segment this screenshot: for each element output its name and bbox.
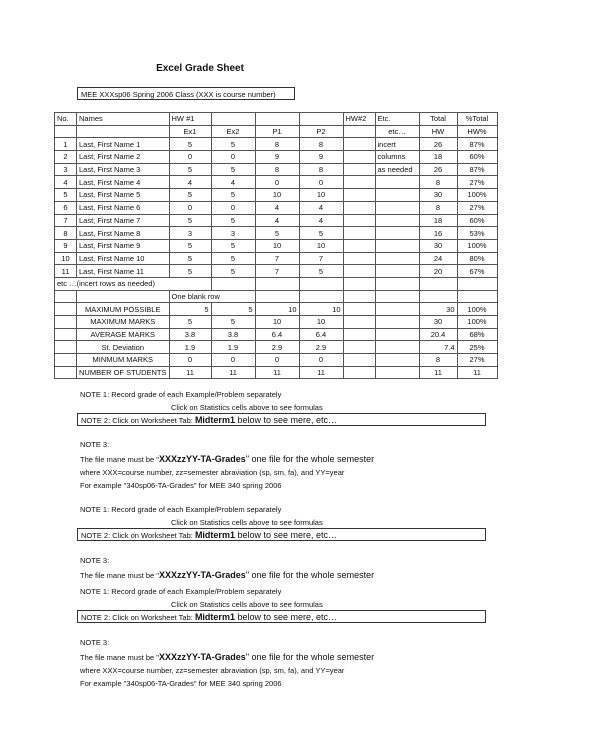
blank-row-label[interactable]: One blank row <box>169 290 255 303</box>
note1-line1-repeat2: NOTE 1: Record grade of each Example/Problem separately <box>80 587 282 596</box>
grade-cell[interactable]: 4 <box>255 214 299 227</box>
grade-cell[interactable]: 5 <box>211 163 255 176</box>
empty-cell[interactable] <box>55 366 77 379</box>
grade-cell[interactable]: 0 <box>211 151 255 164</box>
note3-heading-repeat2: NOTE 3: <box>80 638 110 647</box>
stat-cell[interactable]: 0 <box>211 354 255 367</box>
grade-cell[interactable]: 67% <box>457 265 497 278</box>
stat-cell[interactable]: 100% <box>457 303 497 316</box>
note2-tab-name: Midterm1 <box>194 530 235 540</box>
grade-cell[interactable]: as needed <box>375 163 419 176</box>
note1-line1-repeat: NOTE 1: Record grade of each Example/Problem separately <box>80 505 282 514</box>
grade-cell[interactable]: 5 <box>211 239 255 252</box>
grade-cell[interactable] <box>375 227 419 240</box>
grade-cell[interactable]: 8 <box>419 201 457 214</box>
grade-cell[interactable]: 20 <box>419 265 457 278</box>
empty-cell[interactable] <box>55 290 77 303</box>
student-row <box>55 138 498 151</box>
note2-suffix: below to see mere, etc… <box>234 530 337 540</box>
empty-cell[interactable] <box>77 290 170 303</box>
note3-filename-repeat2 <box>80 652 374 663</box>
note3-where-repeat: where XXX=course number, zz=semester abraviation (sp, sm, fa), and YY=year <box>80 666 345 675</box>
header-cell[interactable]: Total <box>419 113 457 126</box>
empty-cell[interactable] <box>255 290 299 303</box>
grade-cell[interactable]: Last, First Name 5 <box>77 189 170 202</box>
note1-line2-repeat2: Click on Statistics cells above to see formulas <box>171 600 323 609</box>
stat-cell[interactable]: 20.4 <box>419 328 457 341</box>
grade-cell[interactable]: 11 <box>55 265 77 278</box>
note3-prefix: The file mane must be " <box>80 653 159 662</box>
header-row-2 <box>55 125 498 138</box>
student-row <box>55 239 498 252</box>
grade-cell[interactable]: Last, First Name 2 <box>77 151 170 164</box>
stat-label[interactable]: MINMUM MARKS <box>77 354 170 367</box>
grade-cell[interactable]: 4 <box>299 214 343 227</box>
stat-cell[interactable] <box>343 366 375 379</box>
grade-cell[interactable]: 4 <box>255 201 299 214</box>
grade-cell[interactable]: 5 <box>211 138 255 151</box>
grade-cell[interactable]: 10 <box>299 239 343 252</box>
subheader-cell[interactable]: Ex1 <box>169 125 211 138</box>
note3-filename-bold: XXXzzYY-TA-Grades <box>158 570 246 580</box>
grade-cell[interactable]: 3 <box>55 163 77 176</box>
subheader-cell[interactable]: HW <box>419 125 457 138</box>
note3-suffix: " one file for the whole semester <box>245 652 375 662</box>
grade-cell[interactable]: 7 <box>299 252 343 265</box>
note3-filename-repeat <box>80 570 374 581</box>
stat-cell[interactable] <box>375 316 419 329</box>
grade-cell[interactable]: Last, First Name 4 <box>77 176 170 189</box>
grade-cell[interactable] <box>375 265 419 278</box>
student-row <box>55 151 498 164</box>
grade-cell[interactable]: Last, First Name 11 <box>77 265 170 278</box>
empty-cell[interactable] <box>343 290 375 303</box>
grade-cell[interactable]: Last, First Name 3 <box>77 163 170 176</box>
note3-filename-bold: XXXzzYY-TA-Grades <box>158 454 246 464</box>
stats-row <box>55 341 498 354</box>
grade-cell[interactable]: 18 <box>419 214 457 227</box>
grade-cell[interactable]: Last, First Name 8 <box>77 227 170 240</box>
grade-cell[interactable]: 60% <box>457 151 497 164</box>
grade-cell[interactable]: 80% <box>457 252 497 265</box>
header-cell[interactable]: HW #1 <box>169 113 211 126</box>
grade-cell[interactable]: 0 <box>211 201 255 214</box>
empty-cell[interactable] <box>55 328 77 341</box>
empty-cell[interactable] <box>375 290 419 303</box>
grade-cell[interactable]: 53% <box>457 227 497 240</box>
grade-cell[interactable]: 7 <box>255 265 299 278</box>
stat-cell[interactable]: 6.4 <box>255 328 299 341</box>
grade-cell[interactable]: 5 <box>211 252 255 265</box>
note2-suffix: below to see mere, etc… <box>234 415 337 425</box>
stat-cell[interactable]: 11 <box>255 366 299 379</box>
grade-cell[interactable]: 5 <box>211 214 255 227</box>
note3-prefix: The file mane must be " <box>80 455 159 464</box>
stat-cell[interactable]: 5 <box>211 303 255 316</box>
grade-cell[interactable]: 2 <box>55 151 77 164</box>
grade-cell[interactable]: 7 <box>55 214 77 227</box>
grade-cell[interactable] <box>375 214 419 227</box>
empty-cell[interactable] <box>457 290 497 303</box>
grade-cell[interactable] <box>375 239 419 252</box>
grade-cell[interactable]: 5 <box>255 227 299 240</box>
sheet-title: Excel Grade Sheet <box>156 63 244 74</box>
grade-cell[interactable]: 27% <box>457 176 497 189</box>
grade-cell[interactable]: 5 <box>169 189 211 202</box>
subheader-cell[interactable]: P1 <box>255 125 299 138</box>
stat-cell[interactable] <box>343 316 375 329</box>
stat-cell[interactable] <box>375 341 419 354</box>
grade-cell[interactable]: 3 <box>169 227 211 240</box>
grade-cell[interactable]: 0 <box>255 176 299 189</box>
empty-cell[interactable] <box>55 354 77 367</box>
grade-cell[interactable]: 10 <box>255 239 299 252</box>
stat-cell[interactable]: 25% <box>457 341 497 354</box>
empty-cell[interactable] <box>55 316 77 329</box>
grade-cell[interactable] <box>343 252 375 265</box>
empty-cell[interactable] <box>55 341 77 354</box>
empty-cell[interactable] <box>211 277 255 290</box>
header-cell[interactable]: No. <box>55 113 77 126</box>
grade-cell[interactable]: 8 <box>55 227 77 240</box>
stat-cell[interactable]: 11 <box>457 366 497 379</box>
grade-cell[interactable]: 100% <box>457 189 497 202</box>
student-row <box>55 252 498 265</box>
grade-cell[interactable]: Last, First Name 6 <box>77 201 170 214</box>
grade-cell[interactable]: incert <box>375 138 419 151</box>
grade-cell[interactable]: 5 <box>169 252 211 265</box>
subheader-cell[interactable] <box>55 125 77 138</box>
grade-cell[interactable]: 0 <box>169 151 211 164</box>
grade-table <box>54 112 498 379</box>
stat-cell[interactable]: 0 <box>299 354 343 367</box>
grade-cell[interactable]: 5 <box>211 265 255 278</box>
grade-cell[interactable] <box>343 214 375 227</box>
stat-cell[interactable] <box>375 303 419 316</box>
grade-cell[interactable] <box>343 138 375 151</box>
etc-row <box>55 277 498 290</box>
stat-cell[interactable]: 1.9 <box>211 341 255 354</box>
grade-cell[interactable]: 0 <box>299 176 343 189</box>
grade-cell[interactable]: 100% <box>457 239 497 252</box>
stats-row <box>55 366 498 379</box>
empty-cell[interactable] <box>299 277 343 290</box>
stat-cell[interactable]: 1.9 <box>169 341 211 354</box>
grade-cell[interactable]: 6 <box>55 201 77 214</box>
header-cell[interactable] <box>211 113 255 126</box>
grade-cell[interactable] <box>343 239 375 252</box>
student-row <box>55 227 498 240</box>
grade-cell[interactable]: 8 <box>255 138 299 151</box>
student-row <box>55 201 498 214</box>
note2-prefix: NOTE 2: Click on Worksheet Tab: <box>81 416 195 425</box>
stat-label[interactable]: MAXIMUM POSSIBLE <box>77 303 170 316</box>
grade-cell[interactable]: 24 <box>419 252 457 265</box>
grade-cell[interactable]: 5 <box>211 189 255 202</box>
student-row <box>55 163 498 176</box>
empty-cell[interactable] <box>299 290 343 303</box>
grade-cell[interactable]: 5 <box>299 227 343 240</box>
stat-cell[interactable]: 100% <box>457 316 497 329</box>
grade-cell[interactable]: Last, First Name 10 <box>77 252 170 265</box>
grade-cell[interactable] <box>375 201 419 214</box>
empty-cell[interactable] <box>419 290 457 303</box>
note2-box[interactable] <box>77 413 486 426</box>
grade-cell[interactable]: 9 <box>299 151 343 164</box>
subheader-cell[interactable] <box>77 125 170 138</box>
grade-cell[interactable] <box>375 176 419 189</box>
stats-row <box>55 328 498 341</box>
stat-cell[interactable]: 8 <box>419 354 457 367</box>
note2-tab-name: Midterm1 <box>194 612 235 622</box>
class-label-cell[interactable]: MEE XXXsp06 Spring 2006 Class (XXX is course number) <box>77 87 295 100</box>
stat-cell[interactable] <box>343 328 375 341</box>
grade-cell[interactable]: 9 <box>55 239 77 252</box>
grade-cell[interactable]: Last, First Name 1 <box>77 138 170 151</box>
grade-cell[interactable]: Last, First Name 9 <box>77 239 170 252</box>
grade-cell[interactable] <box>343 227 375 240</box>
grade-cell[interactable]: 8 <box>255 163 299 176</box>
note2-prefix: NOTE 2: Click on Worksheet Tab: <box>81 613 195 622</box>
grade-cell[interactable] <box>375 252 419 265</box>
empty-cell[interactable] <box>55 303 77 316</box>
grade-cell[interactable]: 4 <box>55 176 77 189</box>
note3-suffix: " one file for the whole semester <box>245 570 375 580</box>
stat-cell[interactable]: 10 <box>255 303 299 316</box>
header-row-1 <box>55 113 498 126</box>
grade-cell[interactable]: 4 <box>169 176 211 189</box>
grade-cell[interactable]: 5 <box>169 163 211 176</box>
header-cell[interactable]: Etc. <box>375 113 419 126</box>
grade-cell[interactable]: 10 <box>55 252 77 265</box>
note3-example: For example "340sp06-TA-Grades" for MEE 340 spring 2006 <box>80 481 282 490</box>
stat-cell[interactable]: 30 <box>419 303 457 316</box>
stat-cell[interactable]: 3.8 <box>169 328 211 341</box>
stat-cell[interactable]: 2.9 <box>255 341 299 354</box>
note3-heading-repeat: NOTE 3: <box>80 556 110 565</box>
grade-cell[interactable]: 87% <box>457 138 497 151</box>
note3-suffix: " one file for the whole semester <box>245 454 375 464</box>
note3-where: where XXX=course number, zz=semester abraviation (sp, sm, fa), and YY=year <box>80 468 345 477</box>
subheader-cell[interactable]: etc… <box>375 125 419 138</box>
empty-cell[interactable] <box>457 277 497 290</box>
stat-cell[interactable] <box>343 303 375 316</box>
stat-cell[interactable] <box>343 354 375 367</box>
grade-cell[interactable] <box>343 151 375 164</box>
grade-cell[interactable]: 5 <box>299 265 343 278</box>
grade-cell[interactable]: 10 <box>299 189 343 202</box>
note1-line2: Click on Statistics cells above to see formulas <box>171 403 323 412</box>
stat-cell[interactable]: 11 <box>419 366 457 379</box>
header-cell[interactable]: Names <box>77 113 170 126</box>
stat-cell[interactable]: 11 <box>299 366 343 379</box>
grade-cell[interactable] <box>343 176 375 189</box>
empty-cell[interactable] <box>255 277 299 290</box>
note3-example-repeat: For example "340sp06-TA-Grades" for MEE 340 spring 2006 <box>80 679 282 688</box>
grade-cell[interactable]: 30 <box>419 239 457 252</box>
header-cell[interactable] <box>255 113 299 126</box>
stats-row <box>55 316 498 329</box>
student-row <box>55 214 498 227</box>
stat-cell[interactable]: 6.4 <box>299 328 343 341</box>
subheader-cell[interactable] <box>343 125 375 138</box>
stat-cell[interactable]: 11 <box>169 366 211 379</box>
empty-cell[interactable] <box>375 277 419 290</box>
grade-cell[interactable]: 8 <box>299 138 343 151</box>
note3-prefix: The file mane must be " <box>80 571 159 580</box>
grade-cell[interactable]: columns <box>375 151 419 164</box>
stat-cell[interactable]: 5 <box>169 303 211 316</box>
grade-cell[interactable] <box>343 163 375 176</box>
stat-cell[interactable]: 30 <box>419 316 457 329</box>
header-cell[interactable]: %Total <box>457 113 497 126</box>
header-cell[interactable] <box>299 113 343 126</box>
etc-cell[interactable]: etc …(incert rows as needed) <box>55 277 212 290</box>
stat-cell[interactable] <box>375 328 419 341</box>
grade-cell[interactable]: 26 <box>419 163 457 176</box>
grade-cell[interactable]: 60% <box>457 214 497 227</box>
grade-cell[interactable]: 1 <box>55 138 77 151</box>
header-cell[interactable]: HW#2 <box>343 113 375 126</box>
note3-filename <box>80 454 374 465</box>
grade-cell[interactable]: 30 <box>419 189 457 202</box>
stat-cell[interactable]: 10 <box>299 316 343 329</box>
grade-cell[interactable]: 4 <box>299 201 343 214</box>
grade-cell[interactable]: 27% <box>457 201 497 214</box>
grade-cell[interactable]: 87% <box>457 163 497 176</box>
stat-cell[interactable]: 0 <box>169 354 211 367</box>
empty-cell[interactable] <box>343 277 375 290</box>
stat-cell[interactable]: 10 <box>255 316 299 329</box>
grade-cell[interactable] <box>375 189 419 202</box>
grade-cell[interactable]: 8 <box>419 176 457 189</box>
grade-cell[interactable]: 9 <box>255 151 299 164</box>
stat-cell[interactable]: 5 <box>211 316 255 329</box>
stat-cell[interactable]: 68% <box>457 328 497 341</box>
empty-cell[interactable] <box>419 277 457 290</box>
stat-cell[interactable]: 10 <box>299 303 343 316</box>
note2-tab-name: Midterm1 <box>194 415 235 425</box>
grade-cell[interactable]: 7 <box>255 252 299 265</box>
stat-cell[interactable]: 7.4 <box>419 341 457 354</box>
note2-prefix: NOTE 2: Click on Worksheet Tab: <box>81 531 195 540</box>
stat-cell[interactable] <box>375 366 419 379</box>
stat-cell[interactable]: 11 <box>211 366 255 379</box>
grade-cell[interactable]: 8 <box>299 163 343 176</box>
note3-filename-bold: XXXzzYY-TA-Grades <box>158 652 246 662</box>
subheader-cell[interactable]: HW% <box>457 125 497 138</box>
stat-cell[interactable] <box>375 354 419 367</box>
note2-suffix: below to see mere, etc… <box>234 612 337 622</box>
stat-label[interactable]: AVERAGE MARKS <box>77 328 170 341</box>
subheader-cell[interactable]: P2 <box>299 125 343 138</box>
note2-box-repeat[interactable] <box>77 528 486 541</box>
stat-label[interactable]: MAXIMUM MARKS <box>77 316 170 329</box>
note1-line2-repeat: Click on Statistics cells above to see formulas <box>171 518 323 527</box>
grade-cell[interactable]: 16 <box>419 227 457 240</box>
grade-cell[interactable]: 3 <box>211 227 255 240</box>
grade-cell[interactable]: 5 <box>169 214 211 227</box>
grade-cell[interactable]: 5 <box>169 138 211 151</box>
stats-row <box>55 354 498 367</box>
student-row <box>55 189 498 202</box>
student-row <box>55 265 498 278</box>
blank-row <box>55 290 498 303</box>
grade-cell[interactable]: Last, First Name 7 <box>77 214 170 227</box>
grade-cell[interactable]: 18 <box>419 151 457 164</box>
note2-box-repeat2[interactable] <box>77 610 486 623</box>
grade-cell[interactable]: 0 <box>169 201 211 214</box>
note1-line1: NOTE 1: Record grade of each Example/Problem separately <box>80 390 282 399</box>
stat-cell[interactable] <box>343 341 375 354</box>
grade-cell[interactable] <box>343 201 375 214</box>
grade-cell[interactable]: 5 <box>169 265 211 278</box>
note3-heading: NOTE 3: <box>80 440 110 449</box>
student-row <box>55 176 498 189</box>
stat-cell[interactable]: 27% <box>457 354 497 367</box>
grade-cell[interactable]: 10 <box>255 189 299 202</box>
stat-label[interactable]: St. Deviation <box>77 341 170 354</box>
grade-cell[interactable] <box>343 265 375 278</box>
stats-row <box>55 303 498 316</box>
stat-cell[interactable]: 5 <box>169 316 211 329</box>
grade-cell[interactable]: 5 <box>55 189 77 202</box>
stat-cell[interactable]: 3.8 <box>211 328 255 341</box>
grade-cell[interactable] <box>343 189 375 202</box>
stat-label[interactable]: NUMBER OF STUDENTS <box>77 366 170 379</box>
grade-cell[interactable]: 4 <box>211 176 255 189</box>
grade-cell[interactable]: 5 <box>169 239 211 252</box>
stat-cell[interactable]: 0 <box>255 354 299 367</box>
grade-cell[interactable]: 26 <box>419 138 457 151</box>
subheader-cell[interactable]: Ex2 <box>211 125 255 138</box>
stat-cell[interactable]: 2.9 <box>299 341 343 354</box>
